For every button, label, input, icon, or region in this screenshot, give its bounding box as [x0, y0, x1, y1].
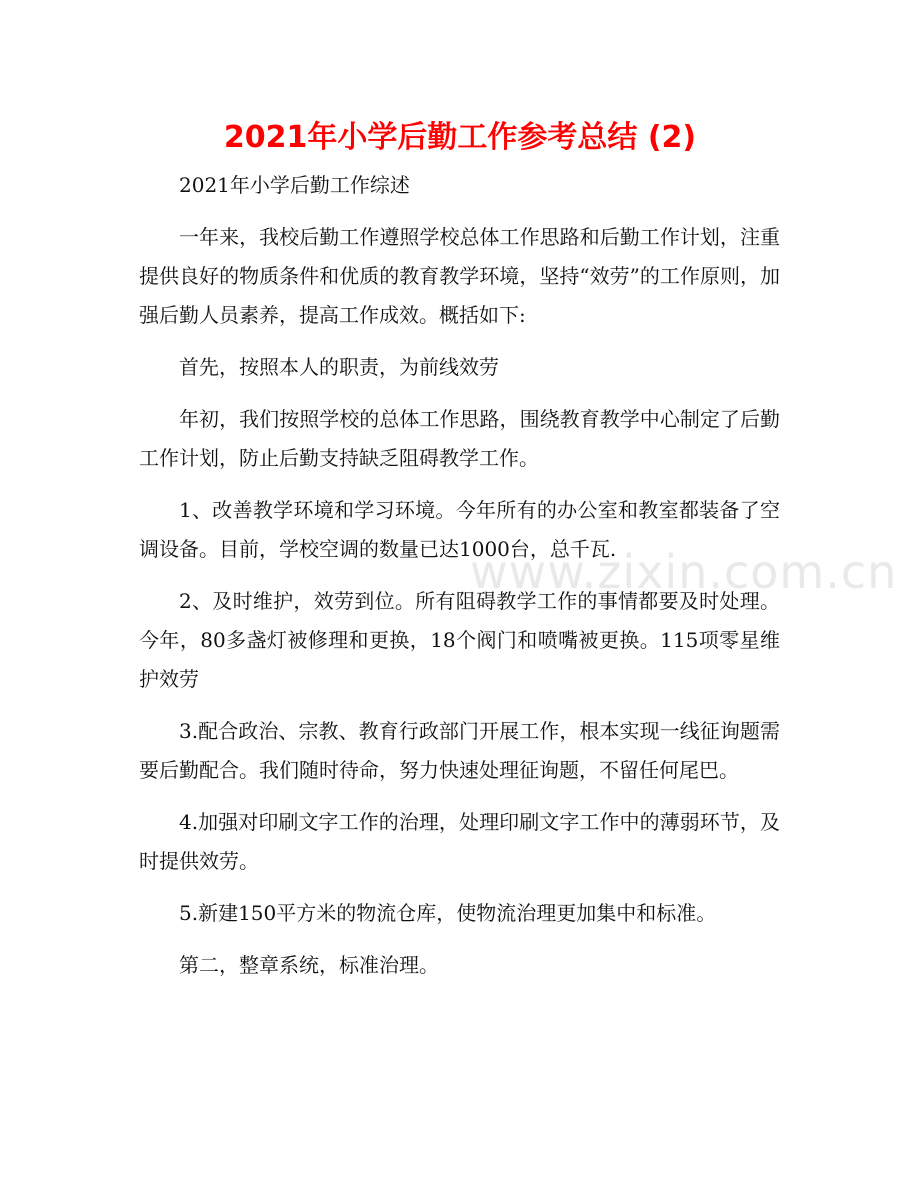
document-title: 2021年小学后勤工作参考总结 (2) — [223, 120, 697, 155]
paragraph: 2、及时维护，效劳到位。所有阻碍教学工作的事情都要及时处理。今年，80多盏灯被修理和更换，18个阀门和喷嘴被更换。115项零星维护效劳 — [139, 589, 780, 691]
paragraph-heading: 第二，整章系统，标准治理。 — [179, 953, 439, 977]
paragraph: 年初，我们按照学校的总体工作思路，围绕教育教学中心制定了后勤工作计划，防止后勤支持缺乏阻碍教学工作。 — [139, 407, 780, 470]
document-body — [139, 166, 780, 998]
paragraph: 一年来，我校后勤工作遵照学校总体工作思路和后勤工作计划，注重提供良好的物质条件和优质的教育教学环境，坚持“效劳”的工作原则，加强后勤人员素养，提高工作成效。概括如下: — [139, 225, 780, 327]
paragraph: 1、改善教学环境和学习环境。今年所有的办公室和教室都装备了空调设备。目前，学校空调的数量已达1000台，总千瓦. — [139, 498, 780, 561]
paragraph-heading: 首先，按照本人的职责，为前线效劳 — [179, 355, 499, 379]
paragraph-heading: 2021年小学后勤工作综述 — [179, 173, 410, 197]
paragraph: 3.配合政治、宗教、教育行政部门开展工作，根本实现一线征询题需要后勤配合。我们随时待命，努力快速处理征询题，不留任何尾巴。 — [139, 719, 780, 782]
paragraph: 4.加强对印刷文字工作的治理，处理印刷文字工作中的薄弱环节，及时提供效劳。 — [139, 810, 780, 873]
watermark: www.zixin.com.cn — [470, 545, 898, 599]
paragraph: 5.新建150平方米的物流仓库，使物流治理更加集中和标准。 — [179, 901, 717, 925]
